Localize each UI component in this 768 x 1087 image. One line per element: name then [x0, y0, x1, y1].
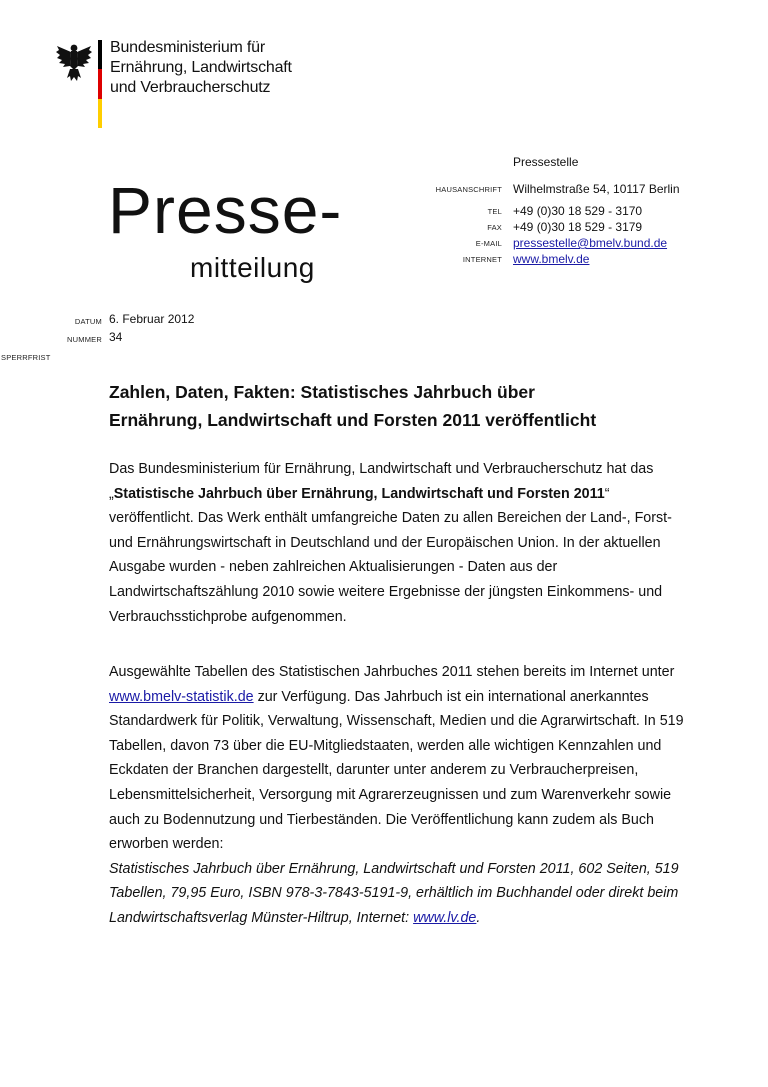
meta-label-nummer: NUMMER	[67, 335, 102, 344]
paragraph-line-rest: zur Verfügung. Das Jahrbuch ist ein international anerkanntes	[253, 688, 649, 705]
contact-department: Pressestelle	[513, 155, 579, 169]
publisher-text: Landwirtschaftsverlag Münster-Hiltrup, Internet:	[109, 909, 414, 926]
paragraph-line: Standardwerk für Politik, Verwaltung, Wissenschaft, Medien und die Agrarwirtschaft. In 519	[109, 713, 684, 730]
contact-value-tel: +49 (0)30 18 529 - 3170	[513, 204, 643, 218]
flag-stripe-gold	[98, 99, 102, 128]
publisher-suffix: .	[476, 909, 481, 926]
book-info-line	[109, 906, 699, 931]
publisher-website-link[interactable]: www.lv.de	[413, 909, 477, 926]
contact-row-fax	[420, 220, 760, 236]
book-info-line: Tabellen, 79,95 Euro, ISBN 978-3-7843-5191-9, erhältlich im Buchhandel oder direkt beim	[109, 885, 679, 902]
paragraph-line: Verbrauchsstichprobe aufgenommen.	[109, 608, 347, 625]
paragraph-line: Ausgabe wurden - neben zahlreichen Aktualisierungen - Daten aus der	[109, 559, 558, 576]
ministry-name-line: Bundesministerium für	[110, 39, 265, 56]
paragraph-details	[109, 660, 699, 931]
contact-label: FAX	[487, 223, 502, 232]
headline	[109, 378, 729, 434]
paragraph-line: Eckdaten der Branchen dargestellt, darunter unter anderem zu Verbraucherpreisen,	[109, 762, 639, 779]
headline-line: Ernährung, Landwirtschaft und Forsten 2011 veröffentlicht	[109, 410, 597, 430]
paragraph-line: Landwirtschaftszählung 2010 sowie weitere Ergebnisse der jüngsten Einkommens- und	[109, 583, 663, 600]
contact-value-address: Wilhelmstraße 54, 10117 Berlin	[513, 182, 680, 196]
contact-value-fax: +49 (0)30 18 529 - 3179	[513, 220, 643, 234]
flag-stripe-black	[98, 40, 102, 69]
headline-line: Zahlen, Daten, Fakten: Statistisches Jahrbuch über	[109, 382, 535, 402]
contact-row-address	[420, 182, 760, 198]
paragraph-line	[109, 482, 699, 507]
flag-stripe-red	[98, 69, 102, 98]
meta-value-datum: 6. Februar 2012	[109, 312, 195, 326]
meta-label-datum: DATUM	[74, 317, 102, 326]
contact-label: E-MAIL	[475, 239, 502, 248]
paragraph-line: Lebensmittelsicherheit, Versorgung mit Agrarerzeugnissen und zum Warenverkehr sowie	[109, 786, 672, 803]
quote-close: “	[604, 485, 610, 502]
statistik-website-link[interactable]: www.bmelv-statistik.de	[109, 688, 254, 705]
meta-row-nummer	[0, 332, 102, 348]
contact-row-email	[420, 236, 760, 252]
ministry-name	[110, 38, 292, 98]
contact-department-row	[420, 155, 760, 171]
paragraph-line	[109, 685, 699, 710]
contact-email-link[interactable]: pressestelle@bmelv.bund.de	[513, 236, 668, 250]
title-presse: Presse-	[108, 173, 343, 247]
ministry-name-line: und Verbraucherschutz	[110, 79, 271, 96]
contact-label: HAUSANSCHRIFT	[435, 185, 502, 194]
contact-label: INTERNET	[462, 255, 502, 264]
paragraph-line: veröffentlicht. Das Werk enthält umfangreiche Daten zu allen Bereichen der Land-, Forst-	[109, 510, 672, 527]
contact-label: TEL	[487, 207, 502, 216]
contact-website-link[interactable]: www.bmelv.de	[513, 252, 590, 266]
quote-open: „	[109, 485, 114, 502]
contact-row-internet	[420, 252, 760, 268]
flag-stripe	[98, 40, 102, 128]
meta-label-sperrfrist: SPERRFRIST	[1, 353, 51, 362]
paragraph-line: Tabellen, davon 73 über die EU-Mitgliedstaaten, werden alle wichtigen Kennzahlen und	[109, 737, 662, 754]
contact-row-tel	[420, 204, 760, 220]
title-mitteilung: mitteilung	[190, 252, 315, 283]
paragraph-line: Ausgewählte Tabellen des Statistischen Jahrbuches 2011 stehen bereits im Internet unter	[109, 664, 675, 680]
federal-eagle-icon	[55, 40, 93, 86]
paragraph-intro	[109, 457, 699, 629]
book-title-bold: Statistische Jahrbuch über Ernährung, Landwirtschaft und Forsten 2011	[113, 485, 605, 502]
ministry-name-line: Ernährung, Landwirtschaft	[110, 59, 292, 76]
meta-value-nummer: 34	[109, 330, 123, 344]
paragraph-line: auch zu Bodennutzung und Tierbeständen. Die Veröffentlichung kann zudem als Buch	[109, 811, 654, 828]
meta-row-datum	[0, 314, 102, 330]
meta-row-sperrfrist	[0, 350, 102, 366]
book-info-line: Statistisches Jahrbuch über Ernährung, Landwirtschaft und Forsten 2011, 602 Seiten, 519	[109, 860, 679, 877]
paragraph-line: erworben werden:	[109, 836, 224, 853]
paragraph-line: Das Bundesministerium für Ernährung, Landwirtschaft und Verbraucherschutz hat das	[109, 461, 654, 477]
paragraph-line: und Ernährungswirtschaft in Deutschland und der Europäischen Union. In der aktuellen	[109, 534, 661, 551]
